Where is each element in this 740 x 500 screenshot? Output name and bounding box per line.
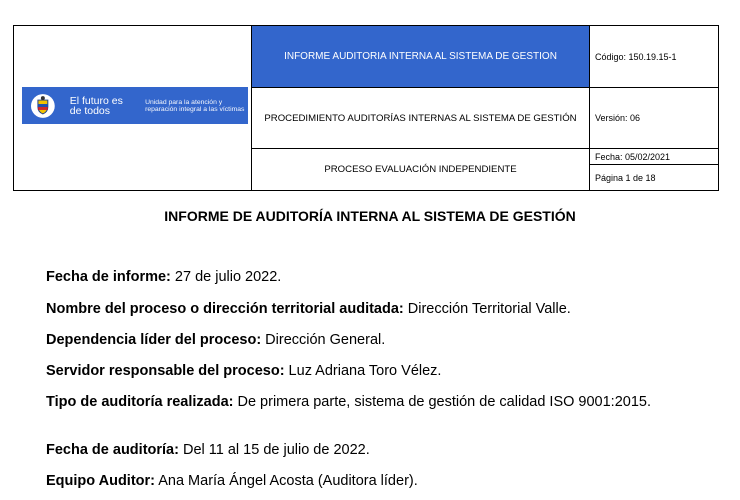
field-label: Fecha de informe: <box>46 269 171 285</box>
field-process-name <box>46 301 696 318</box>
field-label: Equipo Auditor: <box>46 473 155 489</box>
document-header-table <box>13 25 719 191</box>
page-cell: Página 1 de 18 <box>595 172 656 183</box>
date-cell: Fecha: 05/02/2021 <box>590 149 718 165</box>
report-name-cell: INFORME AUDITORIA INTERNA AL SISTEMA DE GESTION <box>252 26 590 88</box>
field-lead-dependency <box>46 332 696 349</box>
field-value: Luz Adriana Toro Vélez. <box>284 363 442 379</box>
field-audit-date <box>46 442 696 459</box>
logo-subtitle: Unidad para la atención y reparación integral a las víctimas <box>145 98 245 113</box>
field-value: Dirección Territorial Valle. <box>403 301 571 317</box>
field-value: Del 11 al 15 de julio de 2022. <box>178 442 370 458</box>
coat-of-arms-icon <box>30 93 56 119</box>
code-cell: Código: 150.19.15-1 <box>590 26 718 88</box>
field-value: Ana María Ángel Acosta (Auditora líder). <box>155 473 418 489</box>
field-label: Servidor responsable del proceso: <box>46 363 285 379</box>
field-value: 27 de julio 2022. <box>170 269 282 285</box>
field-value: De primera parte, sistema de gestión de calidad ISO 9001:2015. <box>233 394 651 410</box>
institution-logo <box>22 87 248 124</box>
field-value: Dirección General. <box>261 332 386 348</box>
field-label: Tipo de auditoría realizada: <box>46 394 234 410</box>
field-label: Dependencia líder del proceso: <box>46 332 262 348</box>
logo-tagline: El futuro es de todos <box>69 94 123 117</box>
document-title: INFORME DE AUDITORÍA INTERNA AL SISTEMA DE GESTIÓN <box>164 208 576 224</box>
logo-cell <box>14 26 252 190</box>
field-responsible-official <box>46 363 696 380</box>
version-cell: Versión: 06 <box>590 88 718 149</box>
field-label: Fecha de auditoría: <box>46 442 179 458</box>
procedure-cell: PROCEDIMIENTO AUDITORÍAS INTERNAS AL SISTEMA DE GESTIÓN <box>252 88 590 149</box>
process-cell: PROCESO EVALUACIÓN INDEPENDIENTE <box>252 149 590 190</box>
field-label: Nombre del proceso o dirección territorial auditada: <box>46 301 404 317</box>
field-report-date <box>46 269 696 286</box>
field-audit-team <box>46 473 696 490</box>
field-audit-type <box>46 394 696 411</box>
